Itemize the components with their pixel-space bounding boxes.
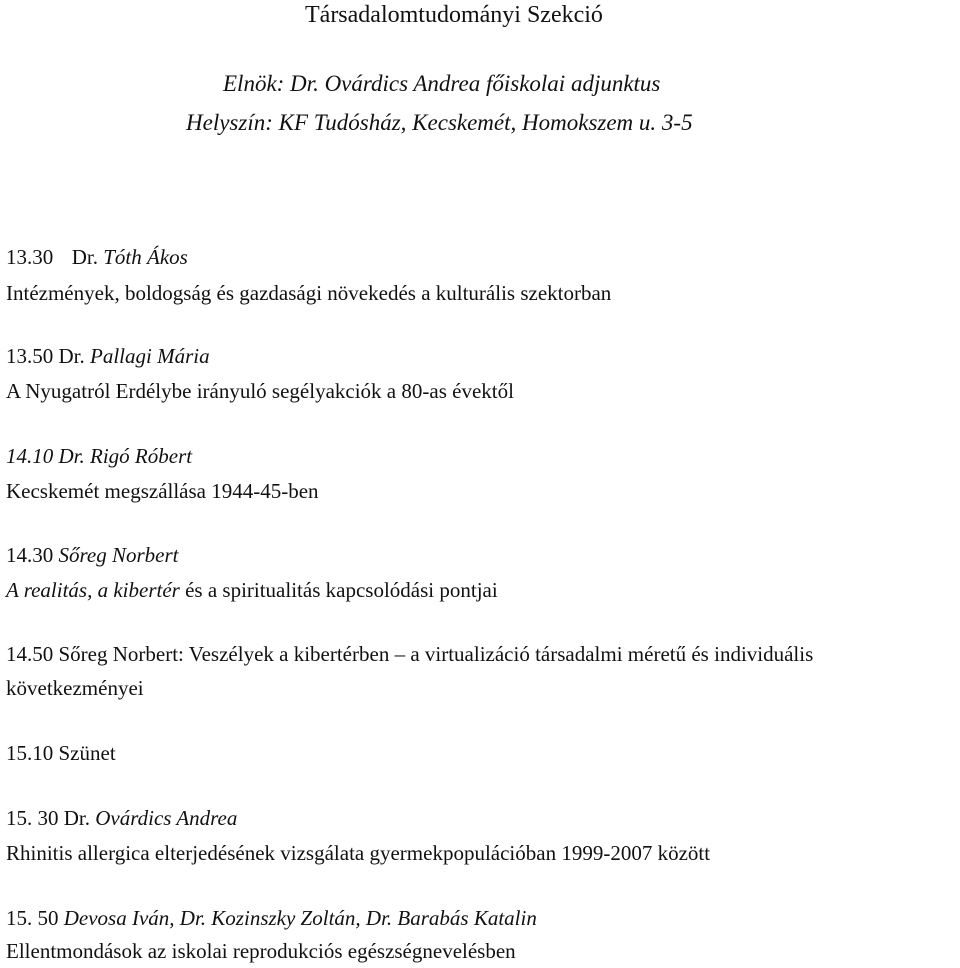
item-title-rest: és a spiritualitás kapcsolódási pontjai bbox=[179, 578, 498, 602]
item-speaker: Tóth Ákos bbox=[103, 245, 188, 269]
schedule-item bbox=[6, 244, 188, 270]
item-time: 15. 50 bbox=[6, 906, 59, 930]
item-time: 15.10 bbox=[6, 741, 54, 765]
item-speaker: Ovárdics Andrea bbox=[95, 806, 238, 830]
item-prefix: Dr. bbox=[63, 806, 90, 830]
item-title: Ellentmondások az iskolai reprodukciós egészségnevelésben bbox=[6, 939, 516, 963]
item-prefix: Dr. bbox=[58, 444, 85, 468]
schedule-item bbox=[6, 905, 537, 931]
schedule-item bbox=[6, 443, 192, 469]
page-title: Társadalomtudományi Szekció bbox=[305, 2, 603, 28]
item-prefix: Dr. bbox=[58, 344, 85, 368]
item-speaker: Devosa Iván, Dr. Kozinszky Zoltán, Dr. Barabás Katalin bbox=[63, 906, 537, 930]
item-text: Sőreg Norbert: Veszélyek a kibertérben – a virtualizáció társadalmi méretű és individuális bbox=[58, 642, 814, 666]
item-title: Kecskemét megszállása 1944-45-ben bbox=[6, 479, 319, 503]
item-time: 15. 30 bbox=[6, 806, 59, 830]
item-prefix: Dr. bbox=[71, 245, 98, 269]
item-title: Rhinitis allergica elterjedésének vizsgálata gyermekpopulációban 1999-2007 között bbox=[6, 841, 711, 865]
item-title bbox=[6, 577, 498, 603]
item-speaker: Pallagi Mária bbox=[90, 344, 210, 368]
item-time: 14.50 bbox=[6, 642, 54, 666]
item-speaker: Sőreg Norbert bbox=[58, 543, 179, 567]
break-label: Szünet bbox=[58, 741, 116, 765]
venue-line: Helyszín: KF Tudósház, Kecskemét, Homokszem u. 3-5 bbox=[186, 110, 693, 135]
chair-line: Elnök: Dr. Ovárdics Andrea főiskolai adjunktus bbox=[223, 71, 661, 96]
item-time: 14.10 bbox=[6, 444, 54, 468]
schedule-item bbox=[6, 740, 116, 766]
schedule-item bbox=[6, 542, 178, 568]
schedule-item bbox=[6, 641, 813, 667]
item-time: 14.30 bbox=[6, 543, 54, 567]
schedule-item bbox=[6, 805, 237, 831]
item-title: A Nyugatról Erdélybe irányuló segélyakciók a 80-as évektől bbox=[6, 379, 514, 403]
item-speaker: Rigó Róbert bbox=[90, 444, 193, 468]
item-time: 13.30 bbox=[6, 245, 54, 269]
item-title: Intézmények, boldogság és gazdasági növekedés a kulturális szektorban bbox=[6, 281, 612, 305]
item-text-continued: következményei bbox=[6, 676, 144, 700]
item-time: 13.50 bbox=[6, 344, 54, 368]
schedule-item bbox=[6, 343, 210, 369]
item-title-italic: A realitás, a kibertér bbox=[6, 578, 180, 602]
